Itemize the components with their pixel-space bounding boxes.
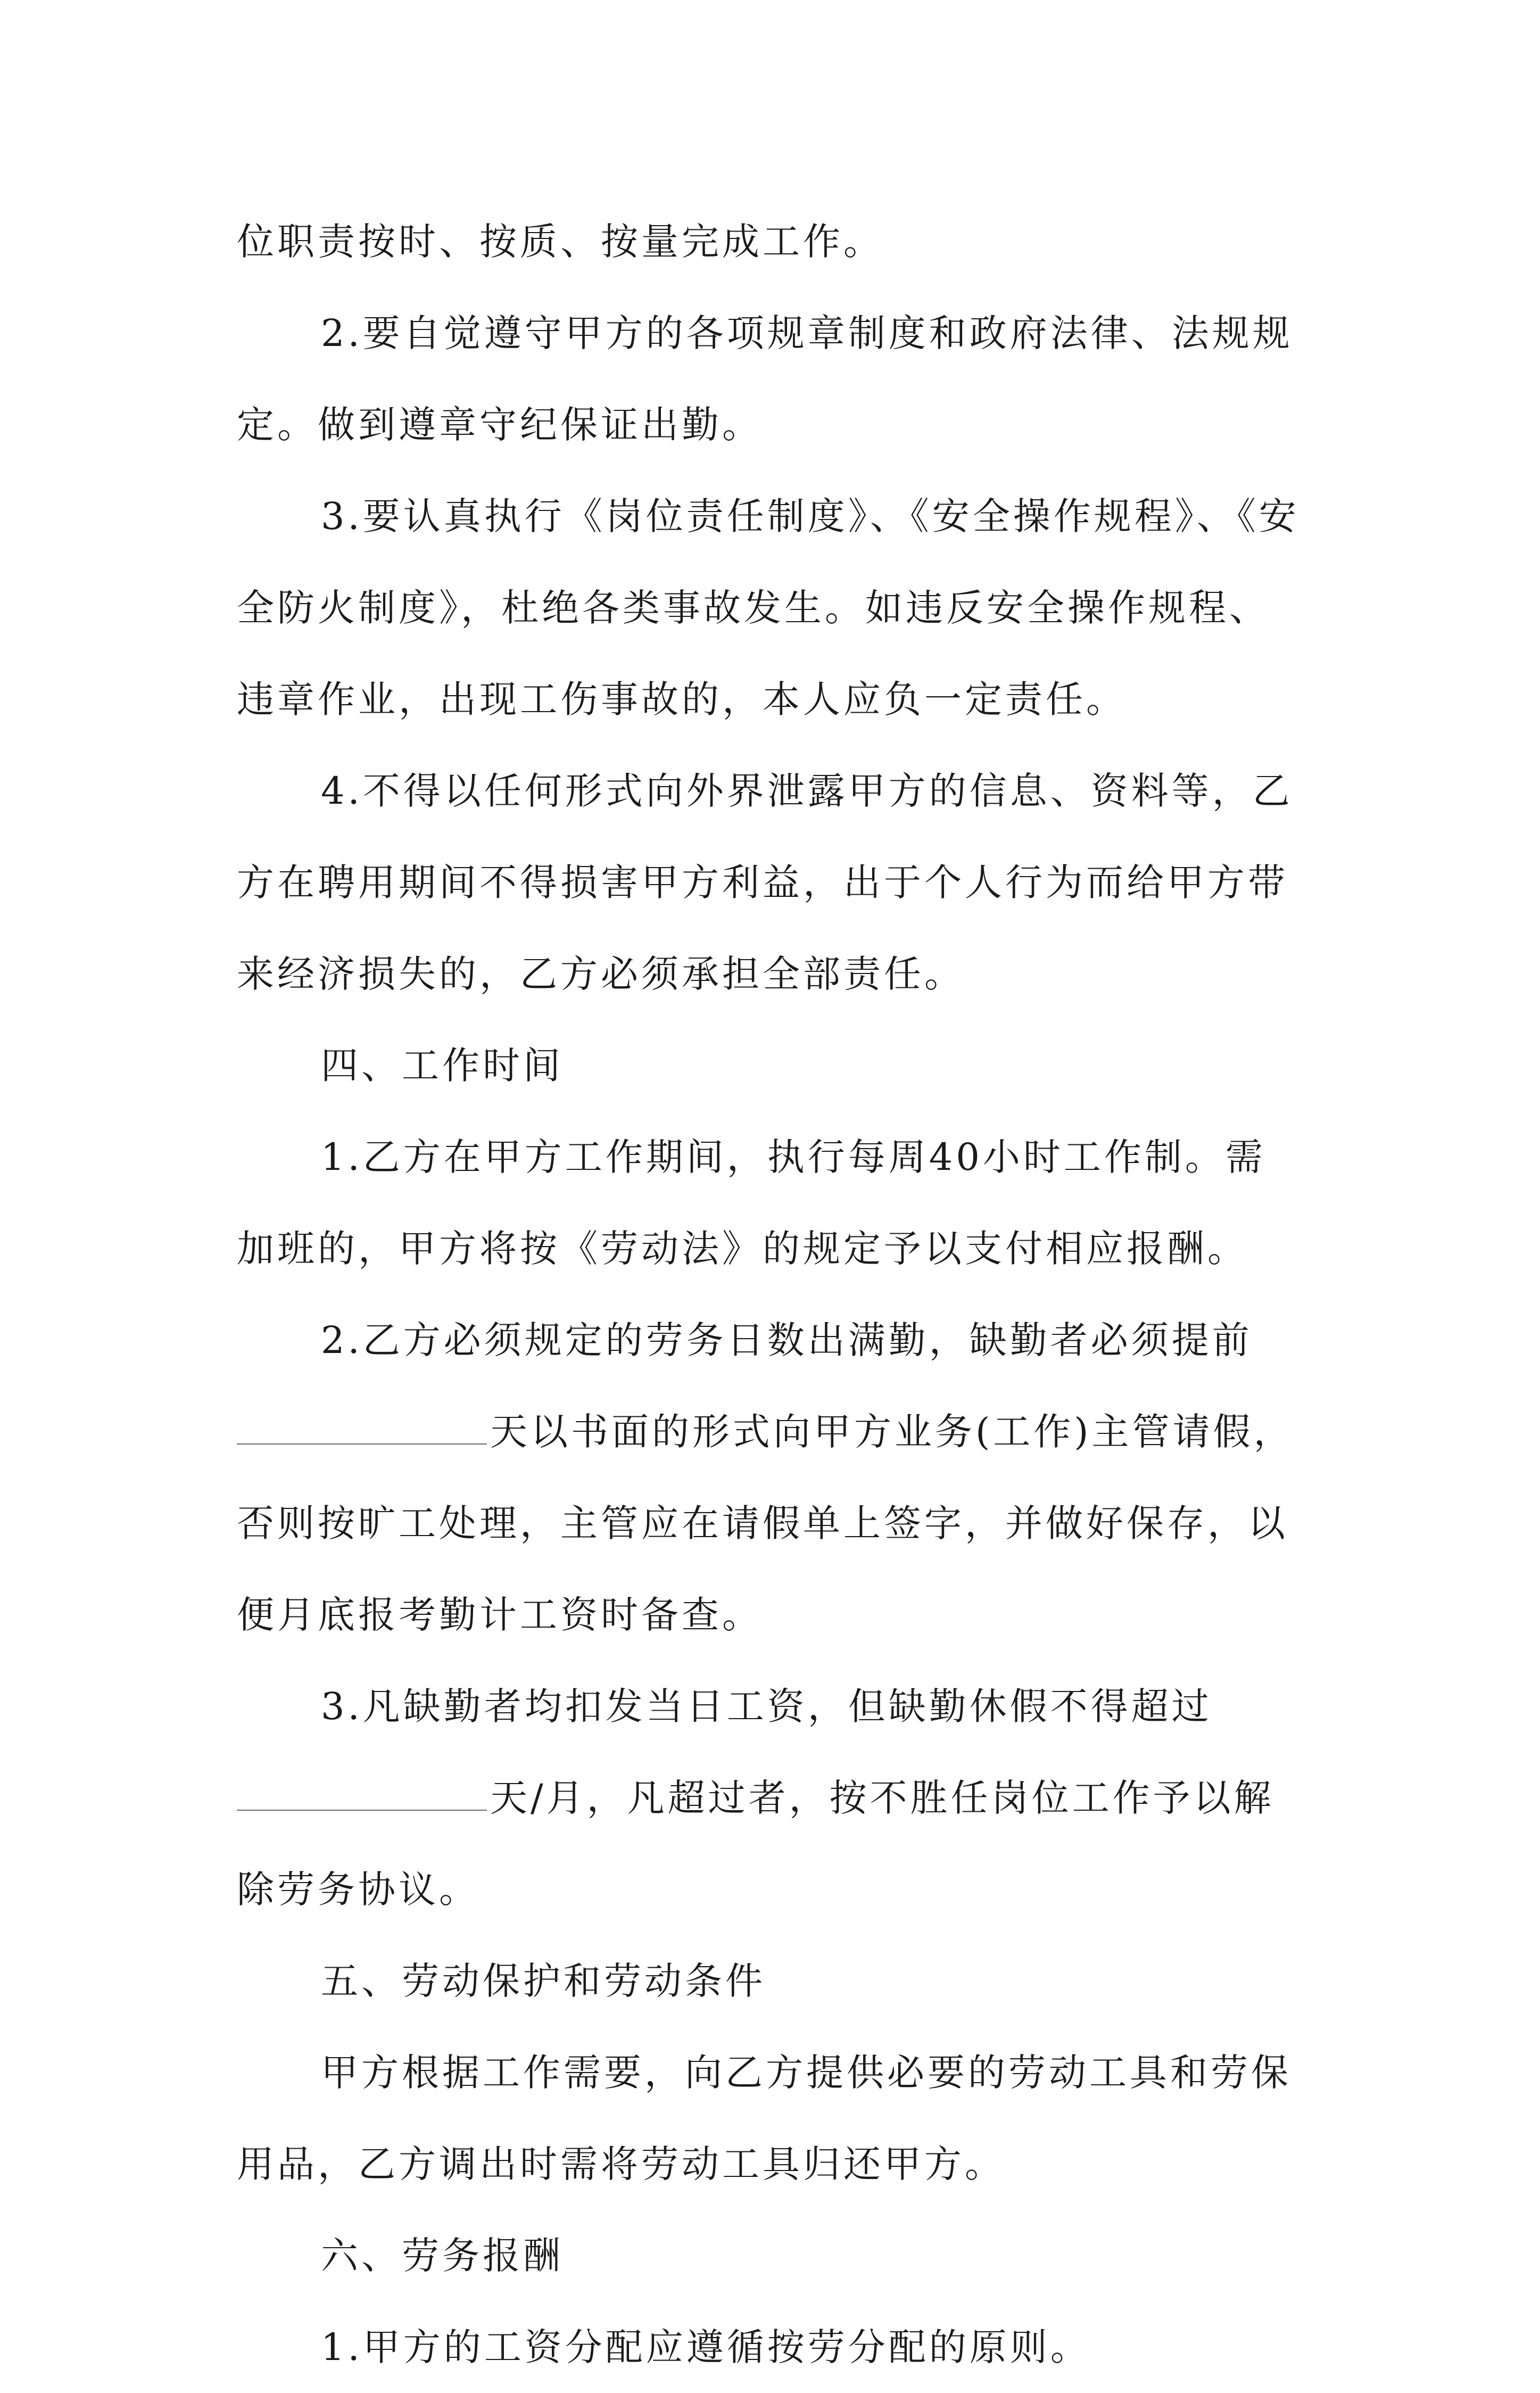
clause-2-line: 2.乙方必须规定的劳务日数出满勤，缺勤者必须提前 (321, 1318, 1253, 1362)
section-heading-remuneration: 六、劳务报酬 (321, 2234, 564, 2278)
text-line: 甲方根据工作需要，向乙方提供必要的劳动工具和劳保 (321, 2051, 1291, 2094)
text-line: 便月底报考勤计工资时备查。 (237, 1593, 763, 1637)
clause-1-line: 1.甲方的工资分配应遵循按劳分配的原则。 (321, 2325, 1091, 2369)
text-line: 违章作业，出现工伤事故的，本人应负一定责任。 (237, 678, 1127, 721)
clause-2-line: 2.要自觉遵守甲方的各项规章制度和政府法律、法规规 (321, 311, 1293, 355)
text-segment: 天/月，凡超过者，按不胜任岗位工作予以解 (490, 1776, 1274, 1820)
contract-text (237, 196, 1320, 2393)
clause-3-line: 3.要认真执行《岗位责任制度》、《安全操作规程》、《安 (321, 494, 1299, 538)
section-heading-work-hours: 四、工作时间 (321, 1044, 564, 1087)
text-line: 用品，乙方调出时需将劳动工具归还甲方。 (237, 2142, 1005, 2186)
text-line: 全防火制度》，杜绝各类事故发生。如违反安全操作规程、 (237, 586, 1270, 630)
text-line: 定。做到遵章守纪保证出勤。 (237, 403, 763, 447)
text-line: 否则按旷工处理，主管应在请假单上签字，并做好保存，以 (237, 1501, 1288, 1545)
text-line: 来经济损失的，乙方必须承担全部责任。 (237, 952, 965, 996)
text-segment: 天以书面的形式向甲方业务(工作)主管请假， (490, 1410, 1294, 1454)
text-line: 除劳务协议。 (237, 1868, 479, 1911)
text-line-with-blank (237, 1752, 1320, 1844)
text-line: 方在聘用期间不得损害甲方利益，出于个人行为而给甲方带 (237, 861, 1288, 904)
clause-1-line: 1.乙方在甲方工作期间，执行每周40小时工作制。需 (321, 1135, 1266, 1179)
section-heading-labor-protection: 五、劳动保护和劳动条件 (321, 1959, 766, 2003)
clause-3-line: 3.凡缺勤者均扣发当日工资，但缺勤休假不得超过 (321, 1685, 1212, 1728)
text-line-with-blank (237, 1386, 1320, 1478)
clause-4-line: 4.不得以任何形式向外界泄露甲方的信息、资料等，乙 (321, 769, 1293, 813)
text-line: 加班的，甲方将按《劳动法》的规定予以支付相应报酬。 (237, 1227, 1248, 1270)
fill-in-blank-days[interactable] (237, 1412, 487, 1445)
text-line: 位职责按时、按质、按量完成工作。 (237, 220, 884, 263)
fill-in-blank-days-per-month[interactable] (237, 1778, 487, 1811)
